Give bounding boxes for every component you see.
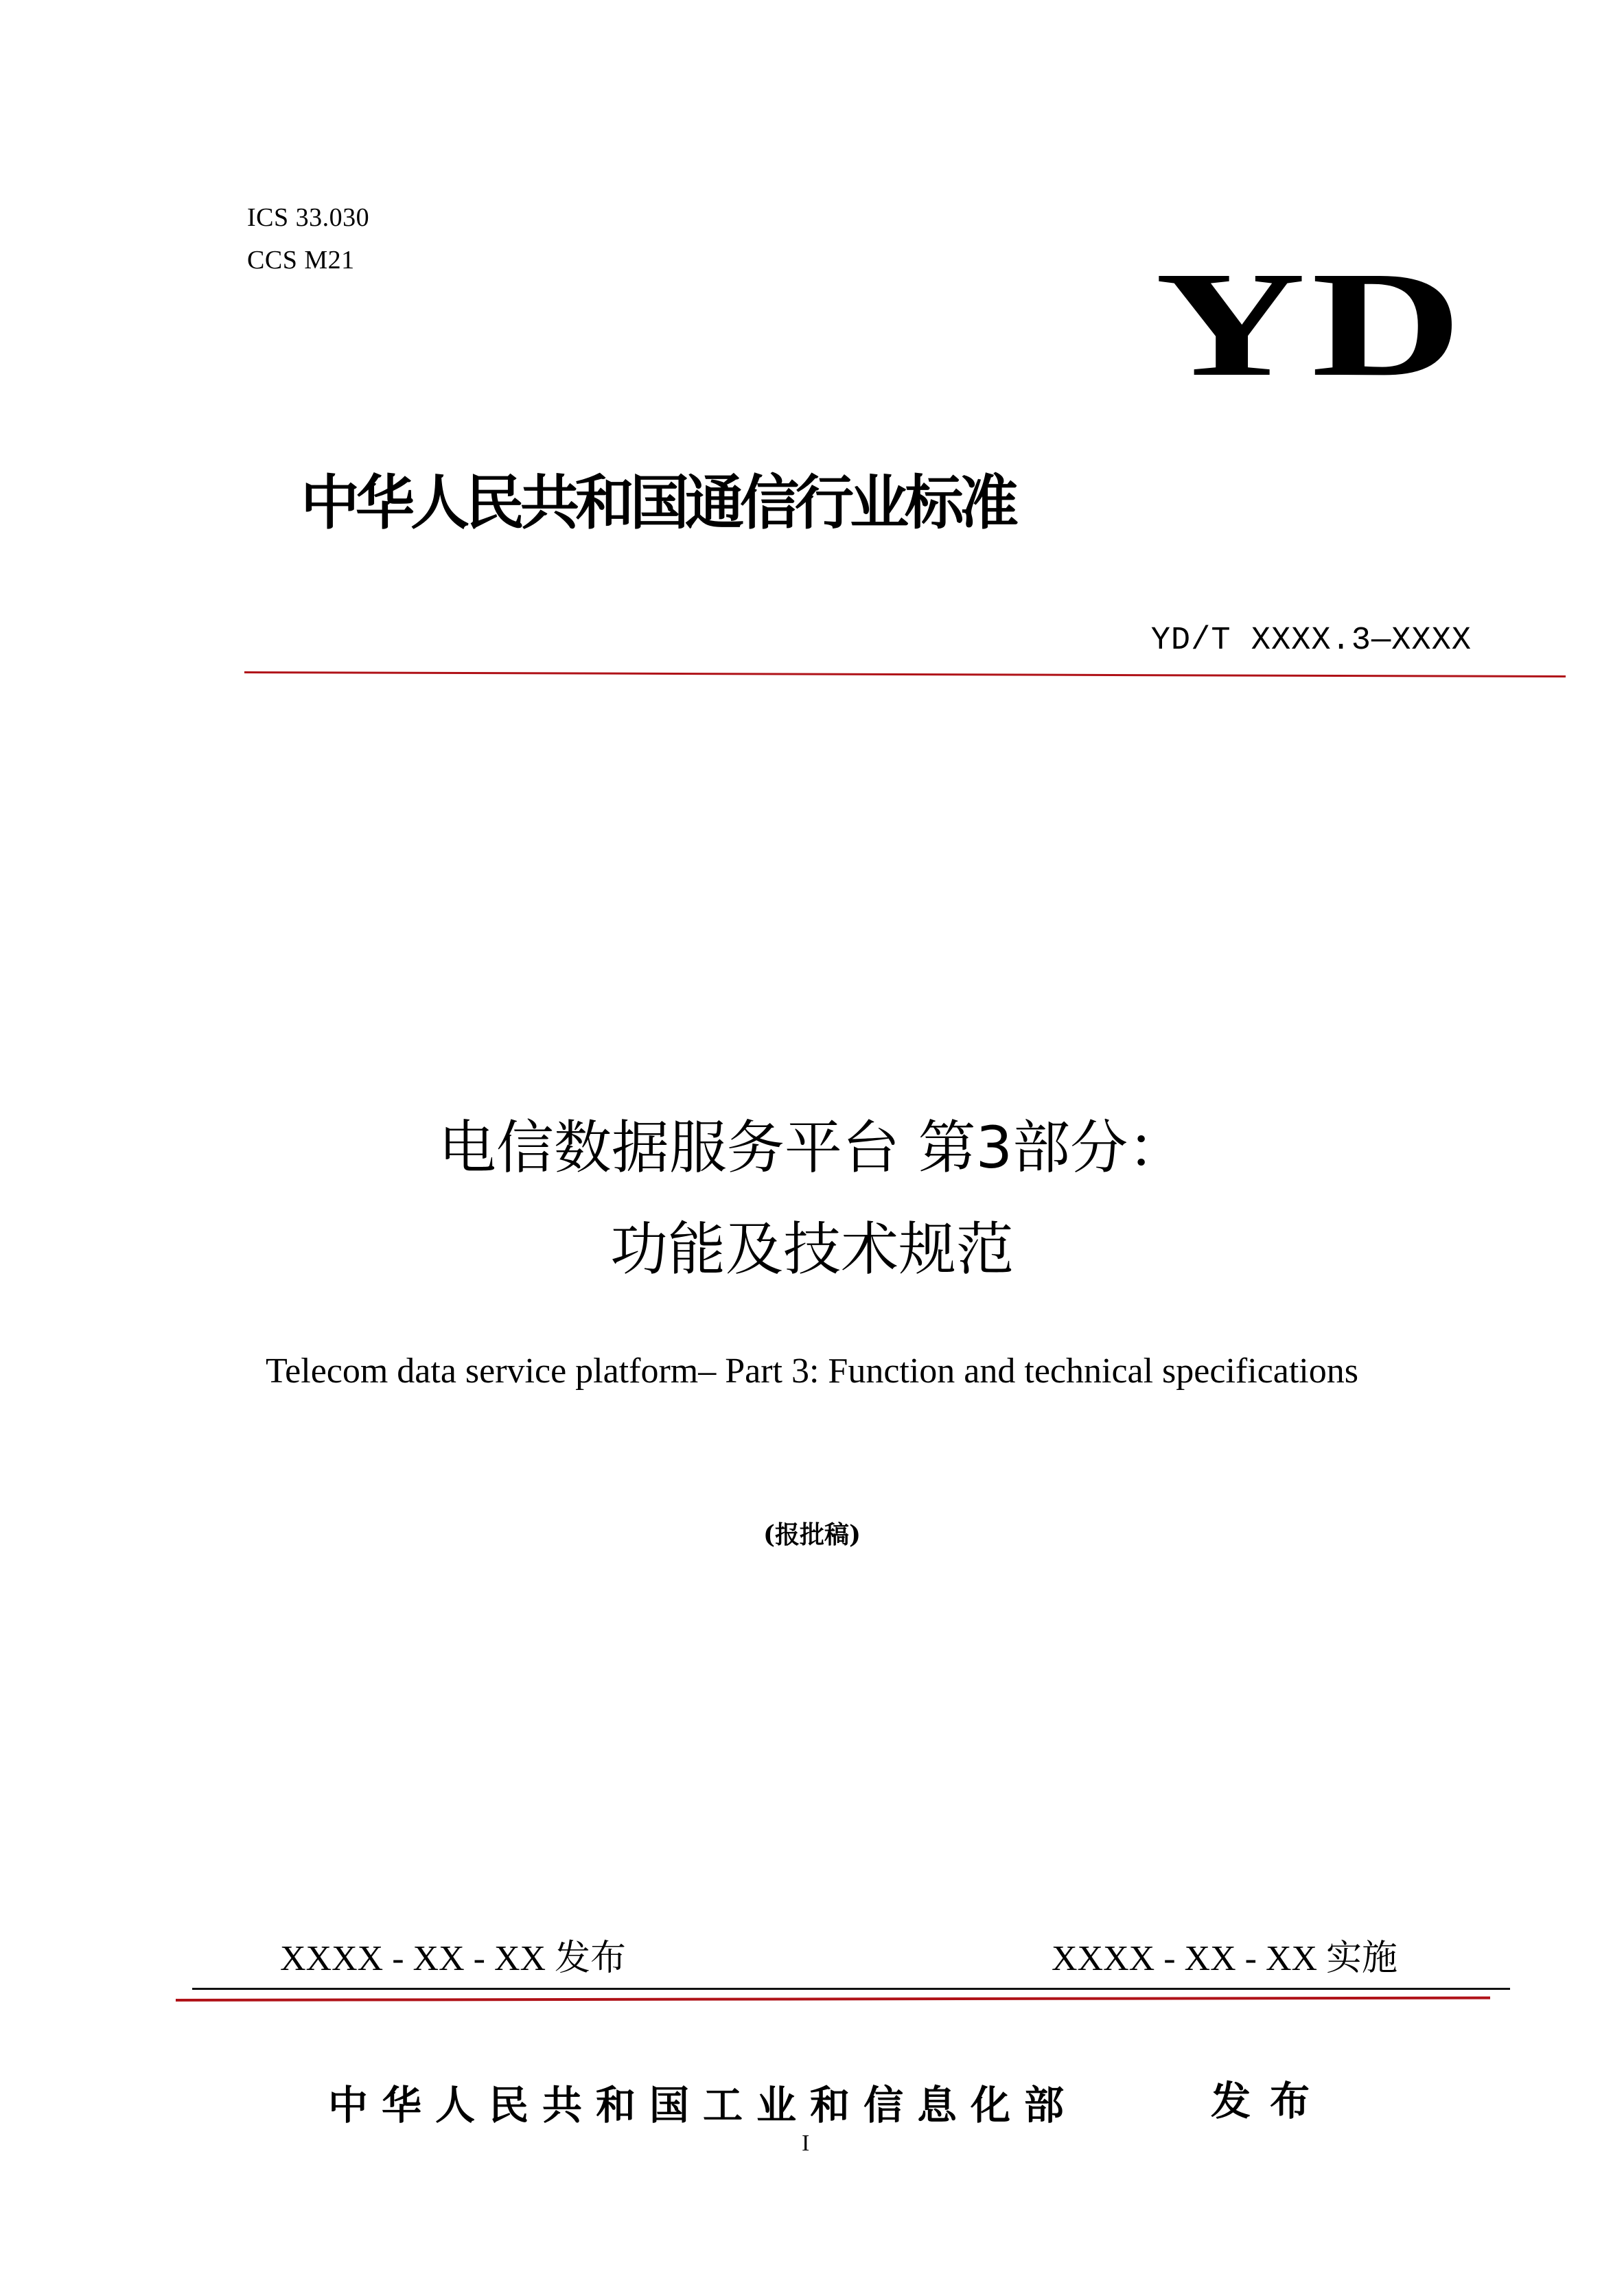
- ics-code: ICS 33.030: [247, 203, 370, 232]
- footer-rule-black: [192, 1988, 1510, 1990]
- standard-category-title: 中华人民共和国通信行业标准: [301, 469, 1014, 537]
- publisher-name: 中华人民共和国工业和信息化部: [328, 2082, 1078, 2129]
- title-chinese-line-2: 功能及技术规范: [610, 1216, 1014, 1283]
- publish-label: 发布: [1211, 2078, 1330, 2124]
- ccs-code: CCS M21: [247, 246, 355, 275]
- title-chinese-line-1: 电信数据服务平台 第3部分：: [438, 1114, 1186, 1181]
- issue-date: XXXX - XX - XX 发布: [280, 1939, 627, 1978]
- yd-logo: YD: [1155, 240, 1468, 408]
- draft-status: (报批稿): [763, 1520, 861, 1549]
- standard-number: YD/T XXXX.3—XXXX: [1150, 623, 1472, 659]
- header-rule: [244, 671, 1566, 677]
- page-number: I: [802, 2131, 810, 2156]
- footer-rule-red: [176, 1997, 1490, 2002]
- implementation-date: XXXX - XX - XX 实施: [1052, 1939, 1398, 1978]
- title-english: Telecom data service platform– Part 3: Function and technical specifications: [266, 1352, 1358, 1391]
